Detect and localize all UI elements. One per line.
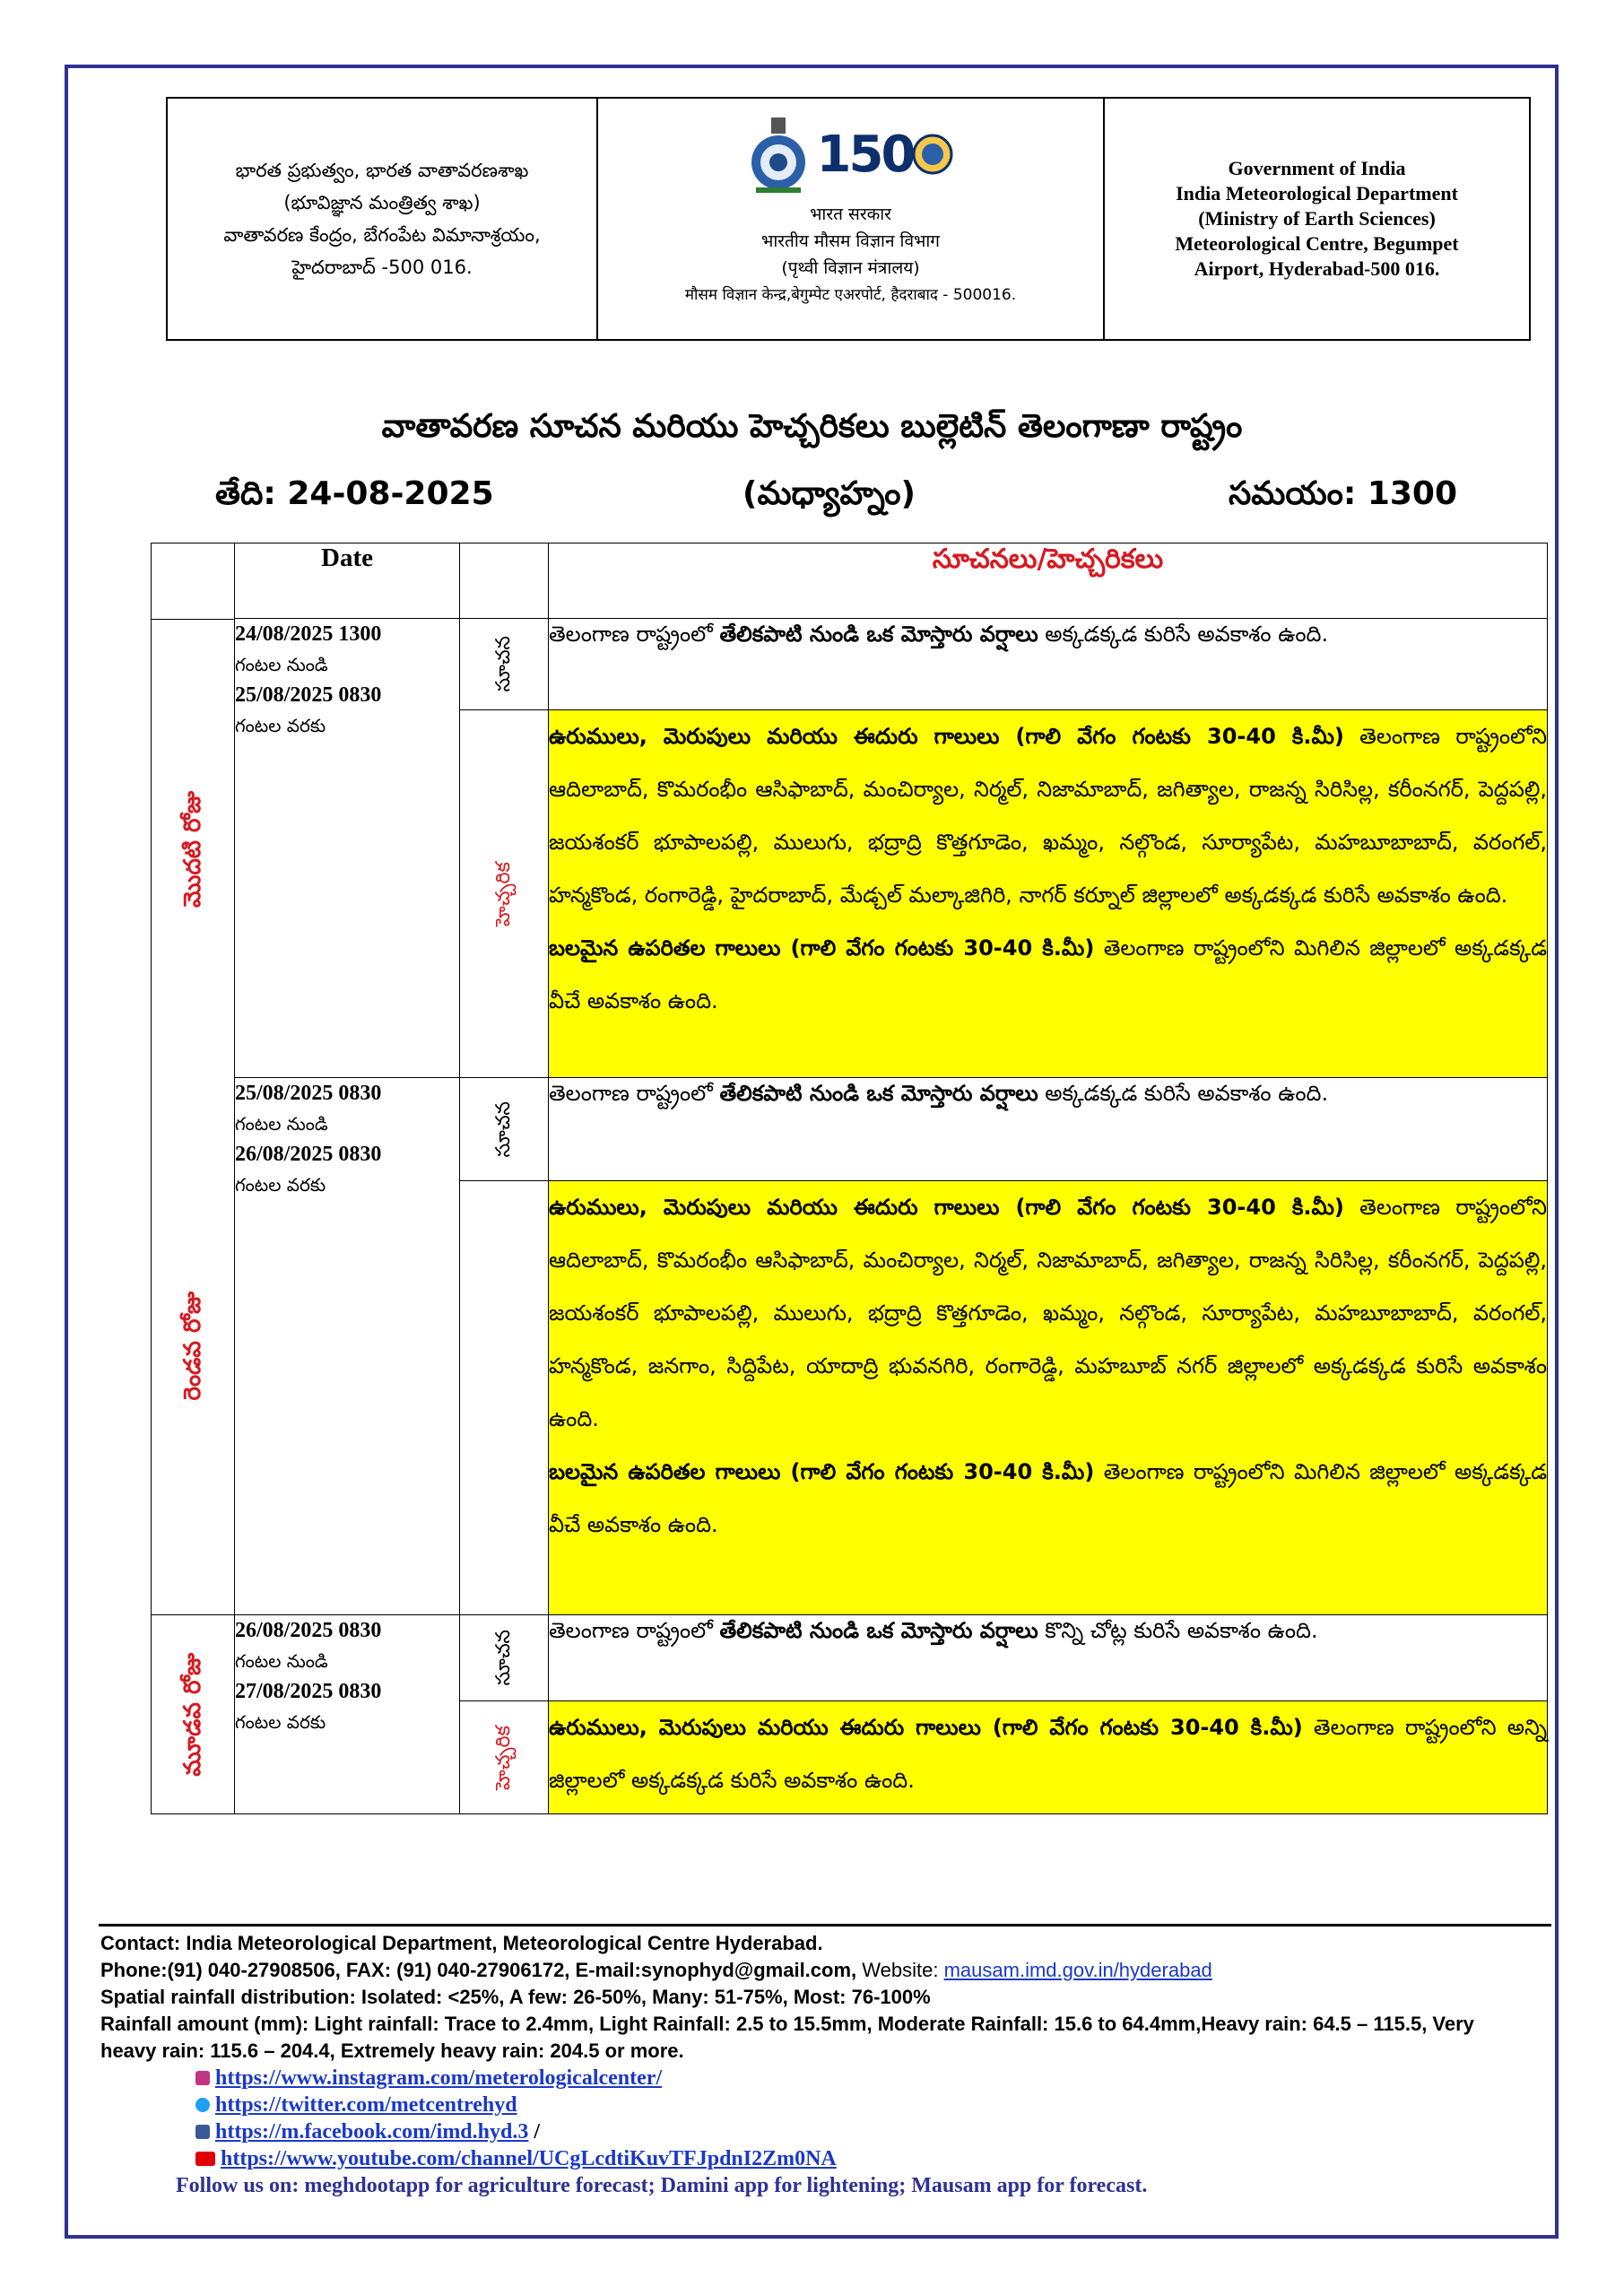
- warning-type-cell: [460, 1701, 549, 1814]
- day-label: మొదటి రోజు: [179, 790, 206, 909]
- hindi-line: मौसम विज्ञान केन्द्र,बेगुम्पेट एअरपोर्ट, हैदराबाद - 500016.: [684, 286, 1017, 304]
- forecast-text: తెలంగాణ రాష్ట్రంలో తేలికపాటి నుండి ఒక మోస్తారు వర్షాలు అక్కడక్కడ కురిసే అవకాశం ఉంది.: [549, 619, 1548, 710]
- facebook-icon: [195, 2125, 210, 2139]
- day-label: రెండవ రోజు: [179, 1292, 206, 1401]
- hindi-line: भारत सरकार: [810, 204, 891, 224]
- facebook-suffix: /: [534, 2120, 541, 2144]
- forecast-table: [151, 543, 1548, 1814]
- instagram-icon: [195, 2071, 210, 2085]
- letterhead-hindi: [598, 99, 1105, 339]
- youtube-icon: [195, 2152, 215, 2166]
- phone-text: Phone:(91) 040-27908506, FAX: (91) 040-27906172, E-mail:synophyd@gmail.com,: [100, 1959, 857, 1981]
- warning-label: హెచ్చరిక: [492, 1725, 515, 1790]
- english-line: (Ministry of Earth Sciences): [1198, 207, 1436, 230]
- forecast-label: సూచన: [492, 1100, 515, 1158]
- facebook-link[interactable]: https://m.facebook.com/imd.hyd.3: [215, 2120, 529, 2144]
- contact-line: Contact: India Meteorological Department, Meteorological Centre Hyderabad.: [100, 1932, 823, 1954]
- forecast-type-cell: [460, 1615, 549, 1701]
- warning-type-cell: [460, 1181, 549, 1615]
- warning-type-cell: [460, 710, 549, 1078]
- forecast-label: సూచన: [492, 636, 515, 692]
- spatial-distribution: Spatial rainfall distribution: Isolated: <25%, A few: 26-50%, Many: 51-75%, Most: 76-100%: [100, 1986, 931, 2008]
- phone-line: [100, 1957, 1535, 1984]
- english-line: Meteorological Centre, Begumpet: [1175, 232, 1459, 255]
- warning-text: ఉరుములు, మెరుపులు మరియు ఈదురు గాలులు (గాలి వేగం గంటకు 30-40 కి.మీ) తెలంగాణ రాష్ట్రంలోని ఆదిలాబాద్, కొమరంభీం ఆసిఫాబాద్, మంచిర్యాల, నిర్మల్, నిజామాబాద్, జగిత్యాల, రాజన్న సిరిసిల్ల, కరీంనగర్, పెద్దపల్లి, జయశంకర్ భూపాలపల్లి, ములుగు, భద్రాద్రి కొత్తగూడెం, ఖమ్మం, నల్గొండ, సూర్యాపేట, మహబూబాబాద్, వరంగల్, హన్మకొండ, జనగాం, సిద్దిపేట, యాదాద్రి భువనగిరి, రంగారెడ్డి, మహబూబ్ నగర్ జిల్లాలలో అక్కడక్కడ కురిసే అవకాశం ఉంది. బలమైన ఉపరితల గాలులు (గాలి వేగం గంటకు 30-40 కి.మీ) తెలంగాణ రాష్ట్రంలోని మిగిలిన జిల్లాలలో అక్కడక్కడ వీచే అవకాశం ఉంది.: [549, 1181, 1548, 1615]
- bulletin-time: సమయం: 1300: [1229, 475, 1458, 512]
- day-label-cell: [152, 1078, 235, 1615]
- table-header-row: [152, 544, 1548, 619]
- telugu-line: (భూవిజ్ఞాన మంత్రిత్వ శాఖ): [283, 192, 481, 213]
- rainfall-amounts: Rainfall amount (mm): Light rainfall: Trace to 2.4mm, Light Rainfall: 2.5 to 15.5mm, Moderate Rainfall: 15.6 to 64.4mm,Heavy rain: 64.5 – 115.5, Very heavy rain: 115.6 – 204.4, Extremely heavy rain: 204.5 or more.: [100, 2013, 1474, 2062]
- telugu-line: హైదరాబాద్ -500 016.: [291, 257, 473, 278]
- twitter-link[interactable]: https://twitter.com/metcentrehyd: [215, 2093, 517, 2117]
- header-type-cell: [460, 544, 549, 619]
- day-label-cell: [152, 619, 234, 1079]
- date-range-cell: 26/08/2025 0830 గంటల నుండి 27/08/2025 0830 గంటల వరకు: [235, 1615, 460, 1814]
- youtube-link[interactable]: https://www.youtube.com/channel/UCgLcdtiKuvTFJpdnI2Zm0NA: [221, 2147, 837, 2170]
- table-row: [152, 1078, 1548, 1181]
- forecast-text: తెలంగాణ రాష్ట్రంలో తేలికపాటి నుండి ఒక మోస్తారు వర్షాలు అక్కడక్కడ కురిసే అవకాశం ఉంది.: [549, 1078, 1548, 1181]
- date-range-cell: 24/08/2025 1300 గంటల నుండి 25/08/2025 0830 గంటల వరకు: [235, 619, 460, 1078]
- hindi-line: भारतीय मौसम विज्ञान विभाग: [760, 231, 941, 251]
- bulletin-title: వాతావరణ సూచన మరియు హెచ్చరికలు బుల్లెటిన్ తెలంగాణా రాష్ట్రం: [381, 408, 1243, 445]
- day-label: మూడవ రోజు: [179, 1652, 206, 1777]
- letterhead-english: [1105, 99, 1529, 339]
- follow-us-text: Follow us on: meghdootapp for agriculture forecast; Damini app for lightening; Mausam app for forecast.: [176, 2174, 1148, 2197]
- warning-label: హెచ్చరిక: [492, 861, 515, 926]
- telugu-line: భారత ప్రభుత్వం, భారత వాతావరణశాఖ: [235, 160, 529, 181]
- warning-text: ఉరుములు, మెరుపులు మరియు ఈదురు గాలులు (గాలి వేగం గంటకు 30-40 కి.మీ) తెలంగాణ రాష్ట్రంలోని అన్ని జిల్లాలలో అక్కడక్కడ కురిసే అవకాశం ఉంది.: [549, 1701, 1548, 1814]
- column-header-forecast: సూచనలు/హెచ్చరికలు: [549, 544, 1548, 619]
- globe-icon: [911, 133, 954, 176]
- warning-text: ఉరుములు, మెరుపులు మరియు ఈదురు గాలులు (గాలి వేగం గంటకు 30-40 కి.మీ) తెలంగాణ రాష్ట్రంలోని ఆదిలాబాద్, కొమరంభీం ఆసిఫాబాద్, మంచిర్యాల, నిర్మల్, నిజామాబాద్, జగిత్యాల, రాజన్న సిరిసిల్ల, కరీంనగర్, పెద్దపల్లి, జయశంకర్ భూపాలపల్లి, ములుగు, భద్రాద్రి కొత్తగూడెం, ఖమ్మం, నల్గొండ, సూర్యాపేట, మహబూబాబాద్, వరంగల్, హన్మకొండ, రంగారెడ్డి, హైదరాబాద్, మేడ్చల్ మల్కాజిగిరి, నాగర్ కర్నూల్ జిల్లాలలో అక్కడక్కడ కురిసే అవకాశం ఉంది. బలమైన ఉపరితల గాలులు (గాలి వేగం గంటకు 30-40 కి.మీ) తెలంగాణ రాష్ట్రంలోని మిగిలిన జిల్లాలలో అక్కడక్కడ వీచే అవకాశం ఉంది.: [549, 710, 1548, 1078]
- forecast-type-cell: [460, 1078, 549, 1181]
- day-label-cell: [152, 1615, 235, 1814]
- forecast-type-cell: [460, 619, 549, 710]
- website-label: Website:: [862, 1959, 939, 1981]
- table-row: [152, 619, 1548, 710]
- forecast-label: సూచన: [492, 1630, 515, 1686]
- date-range-cell: 25/08/2025 0830 గంటల నుండి 26/08/2025 0830 గంటల వరకు: [235, 1078, 460, 1615]
- english-line: Government of India: [1228, 157, 1406, 179]
- hindi-line: (पृथ्वी विज्ञान मंत्रालय): [781, 258, 920, 278]
- instagram-link[interactable]: https://www.instagram.com/meterologicalcenter/: [215, 2066, 663, 2090]
- social-links: [176, 2065, 1148, 2199]
- bulletin-date: తేది: 24-08-2025: [215, 475, 494, 512]
- forecast-text: తెలంగాణ రాష్ట్రంలో తేలికపాటి నుండి ఒక మోస్తారు వర్షాలు కొన్ని చోట్ల కురిసే అవకాశం ఉంది.: [549, 1615, 1548, 1701]
- bulletin-session: (మధ్యాహ్నం): [743, 475, 916, 512]
- column-header-date: Date: [235, 544, 460, 619]
- letterhead: [166, 97, 1531, 341]
- footer-rule: [99, 1924, 1551, 1926]
- english-line: Airport, Hyderabad-500 016.: [1194, 257, 1440, 280]
- website-link[interactable]: mausam.imd.gov.in/hyderabad: [943, 1959, 1212, 1981]
- table-row: [152, 1615, 1548, 1701]
- telugu-line: వాతావరణ కేంద్రం, బేగంపేట విమానాశ్రయం,: [223, 224, 541, 246]
- twitter-icon: [195, 2098, 210, 2112]
- footer-contact: [100, 1930, 1535, 2065]
- anniversary-logo: 150: [817, 133, 955, 176]
- imd-emblem-icon: [747, 116, 810, 193]
- logo-group: [747, 113, 955, 196]
- letterhead-telugu: [168, 99, 598, 339]
- english-line: India Meteorological Department: [1176, 182, 1458, 204]
